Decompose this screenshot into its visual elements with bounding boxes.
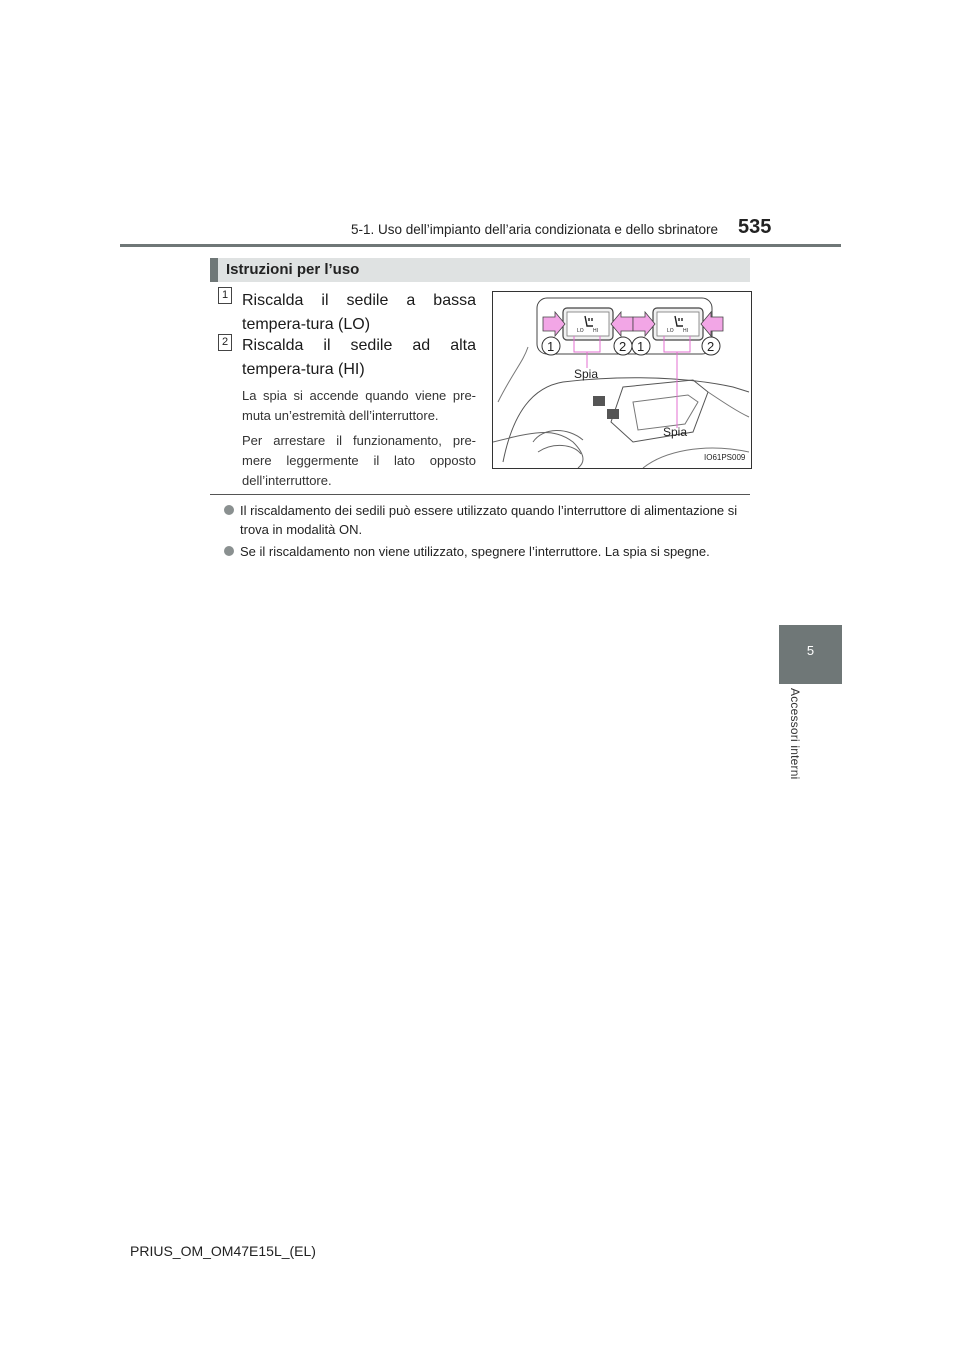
chapter-tab-label: Accessori interni: [788, 688, 802, 780]
bullet-dot-icon: [224, 505, 234, 515]
header-rule: [120, 244, 841, 247]
switch-left-lo-label: LO: [577, 328, 584, 334]
callout-number: 1: [547, 339, 555, 354]
bullet-item-1: [226, 501, 750, 539]
seat-heater-illustration: [493, 292, 751, 468]
panel-edge-right: [708, 392, 749, 417]
seat-heater-figure: [492, 291, 752, 469]
bullet-text-2: Se il riscaldamento non viene utilizzato, spegnere l’interruttore. La spia si spegne.: [240, 544, 710, 559]
section-title-accent: [210, 258, 218, 282]
small-switch-right: [607, 409, 619, 419]
console-right: [611, 380, 708, 442]
note-2: Per arrestare il funzionamento, pre-mere leggermente il lato opposto dell’interruttore.: [242, 433, 476, 488]
item-number-badge-2: 2: [218, 334, 232, 351]
item-number-badge-1: 1: [218, 287, 232, 304]
section-title-bar: [210, 258, 750, 282]
figure-code: IO61PS009: [704, 453, 746, 462]
footer-code: PRIUS_OM_OM47E15L_(EL): [130, 1243, 316, 1259]
figure-label-spia-1: Spia: [574, 367, 599, 381]
note-1: La spia si accende quando viene pre-muta un’estremità dell’interruttore.: [242, 388, 476, 423]
switch-left-hi-label: HI: [593, 328, 598, 334]
small-switch-left: [593, 396, 605, 406]
chapter-tab: [779, 625, 842, 684]
callout-number: 2: [707, 339, 715, 354]
page-number: 535: [738, 216, 772, 238]
console-lower: [493, 433, 583, 468]
callout-number: 1: [637, 339, 645, 354]
switch-right-lo-label: LO: [667, 328, 674, 334]
page-header-title: 5-1. Uso dell’impianto dell’aria condizionata e dello sbrinatore: [351, 222, 718, 237]
bullet-text-1: Il riscaldamento dei sedili può essere utilizzato quando l’interruttore di alimentazione si trova in modalità ON.: [240, 503, 738, 537]
bullet-dot-icon: [224, 546, 234, 556]
figure-label-spia-2: Spia: [663, 425, 688, 439]
item-text-2: Riscalda il sedile ad alta tempera-tura (HI): [242, 337, 476, 378]
bullet-item-2: [226, 542, 750, 561]
switch-right-hi-label: HI: [683, 328, 688, 334]
switch-left-face: [567, 312, 609, 336]
chapter-tab-number: 5: [806, 643, 815, 658]
console-outline: [503, 378, 749, 462]
section-title: Istruzioni per l’uso: [226, 261, 360, 278]
switch-right-face: [657, 312, 699, 336]
section-divider: [210, 494, 750, 495]
callout-number: 2: [619, 339, 627, 354]
item-text-1: Riscalda il sedile a bassa tempera-tura (LO): [242, 292, 476, 333]
panel-edge: [498, 347, 528, 402]
